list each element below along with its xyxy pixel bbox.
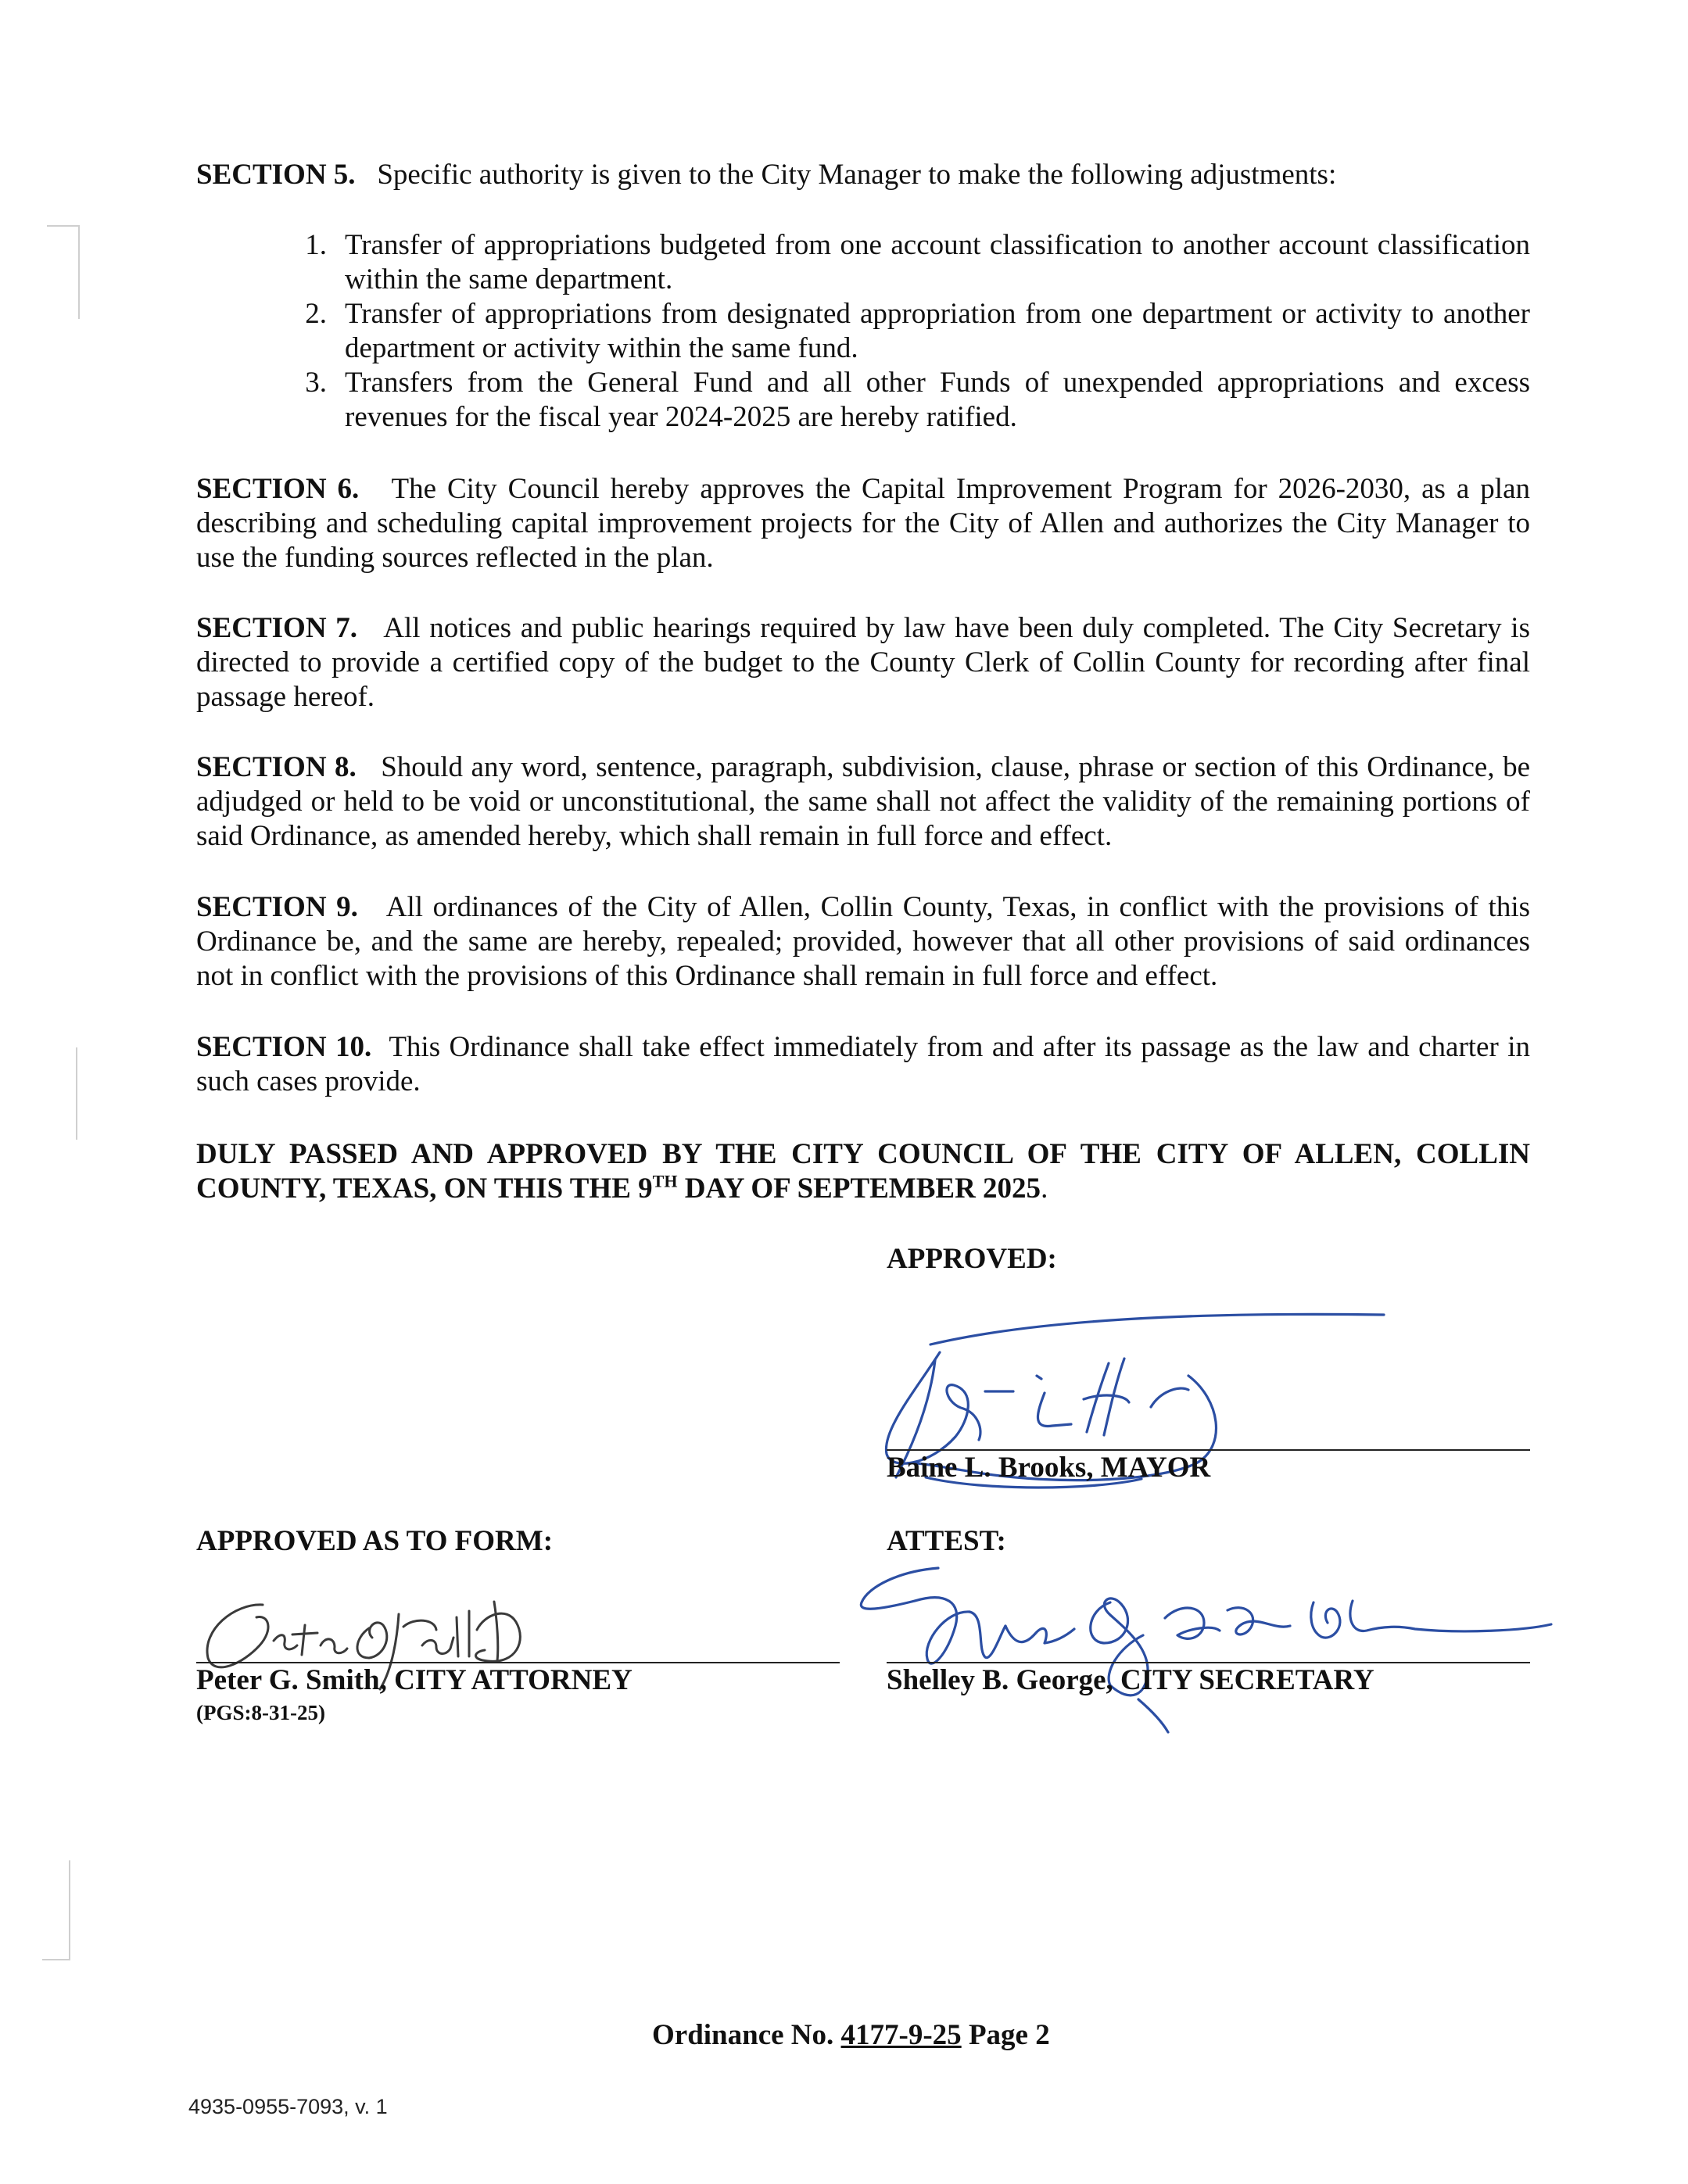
section-9-label: SECTION 9.	[196, 891, 358, 923]
section-9-paragraph	[196, 890, 1530, 994]
section-10-paragraph	[196, 1030, 1530, 1099]
section-5-text: Specific authority is given to the City Manager to make the following adjustments:	[377, 159, 1337, 191]
section-7-text: All notices and public hearings required by law have been duly completed. The City Secretary is directed to provide a certified copy of the budget to the County Clerk of Collin County for recording after final passage hereof.	[196, 612, 1530, 713]
passage-statement	[196, 1137, 1530, 1206]
section-7-label: SECTION 7.	[196, 612, 358, 644]
attorney-name: Peter G. Smith, CITY ATTORNEY	[196, 1664, 633, 1696]
adjustments-list	[289, 228, 1530, 435]
section-8-label: SECTION 8.	[196, 751, 357, 783]
approved-label: APPROVED:	[887, 1243, 1057, 1275]
list-item-number: 3.	[305, 367, 327, 399]
list-item-text: Transfer of appropriations budgeted from one account classification to another account classification within the same department.	[345, 229, 1530, 295]
passage-period: .	[1041, 1173, 1048, 1205]
list-item-number: 1.	[305, 229, 327, 261]
page-footer	[652, 2018, 1050, 2052]
section-8-text: Should any word, sentence, paragraph, subdivision, clause, phrase or section of this Ordinance, be adjudged or held to be void or unconstitutional, the same shall not affect the validity of the remaining portions of said Ordinance, as amended hereby, which shall remain in full force and effect.	[196, 751, 1530, 852]
attest-label: ATTEST:	[887, 1525, 1006, 1557]
section-6-label: SECTION 6.	[196, 473, 360, 505]
passage-superscript: TH	[652, 1171, 678, 1191]
document-id: 4935-0955-7093, v. 1	[188, 2095, 388, 2118]
approved-as-to-form-label: APPROVED AS TO FORM:	[196, 1525, 554, 1557]
list-item	[289, 297, 1530, 366]
scan-artifact-mark	[78, 225, 80, 319]
section-8-paragraph	[196, 750, 1530, 854]
section-5-paragraph	[196, 158, 1530, 192]
scan-artifact-mark	[76, 1047, 77, 1140]
list-item-number: 2.	[305, 298, 327, 330]
section-9-text: All ordinances of the City of Allen, Collin County, Texas, in conflict with the provisions of this Ordinance be, and the same are hereby, repealed; provided, however that all other provisions of said ordinances not in conflict with the provisions of this Ordinance shall remain in full force and effect.	[196, 891, 1530, 992]
list-item	[289, 228, 1530, 297]
passage-text-after: DAY OF SEPTEMBER 2025	[677, 1173, 1041, 1205]
passage-text-before: DULY PASSED AND APPROVED BY THE CITY COUNCIL OF THE CITY OF ALLEN, COLLIN COUNTY, TEXAS, ON THIS THE 9	[196, 1138, 1530, 1205]
list-item-text: Transfers from the General Fund and all other Funds of unexpended appropriations and excess revenues for the fiscal year 2024-2025 are hereby ratified.	[345, 367, 1530, 433]
section-5-label: SECTION 5.	[196, 159, 356, 191]
scan-artifact-mark	[69, 1860, 70, 1960]
footer-page: Page 2	[968, 2019, 1050, 2051]
secretary-signature	[852, 1556, 1556, 1735]
mayor-name: Baine L. Brooks, MAYOR	[887, 1452, 1211, 1484]
section-10-text: This Ordinance shall take effect immediately from and after its passage as the law and charter in such cases provide.	[196, 1031, 1530, 1097]
section-7-paragraph	[196, 611, 1530, 714]
secretary-name: Shelley B. George, CITY SECRETARY	[887, 1664, 1374, 1696]
list-item	[289, 366, 1530, 435]
list-item-text: Transfer of appropriations from designated appropriation from one department or activity to another department or activity within the same fund.	[345, 298, 1530, 364]
section-6-paragraph	[196, 472, 1530, 575]
ordinance-number: 4177-9-25	[840, 2019, 962, 2051]
attorney-initials: (PGS:8-31-25)	[196, 1701, 325, 1724]
section-6-text: The City Council hereby approves the Capital Improvement Program for 2026-2030, as a plan describing and scheduling capital improvement projects for the City of Allen and authorizes the City Manager to use the funding sources reflected in the plan.	[196, 473, 1530, 574]
section-10-label: SECTION 10.	[196, 1031, 372, 1063]
footer-prefix: Ordinance No.	[652, 2019, 834, 2051]
